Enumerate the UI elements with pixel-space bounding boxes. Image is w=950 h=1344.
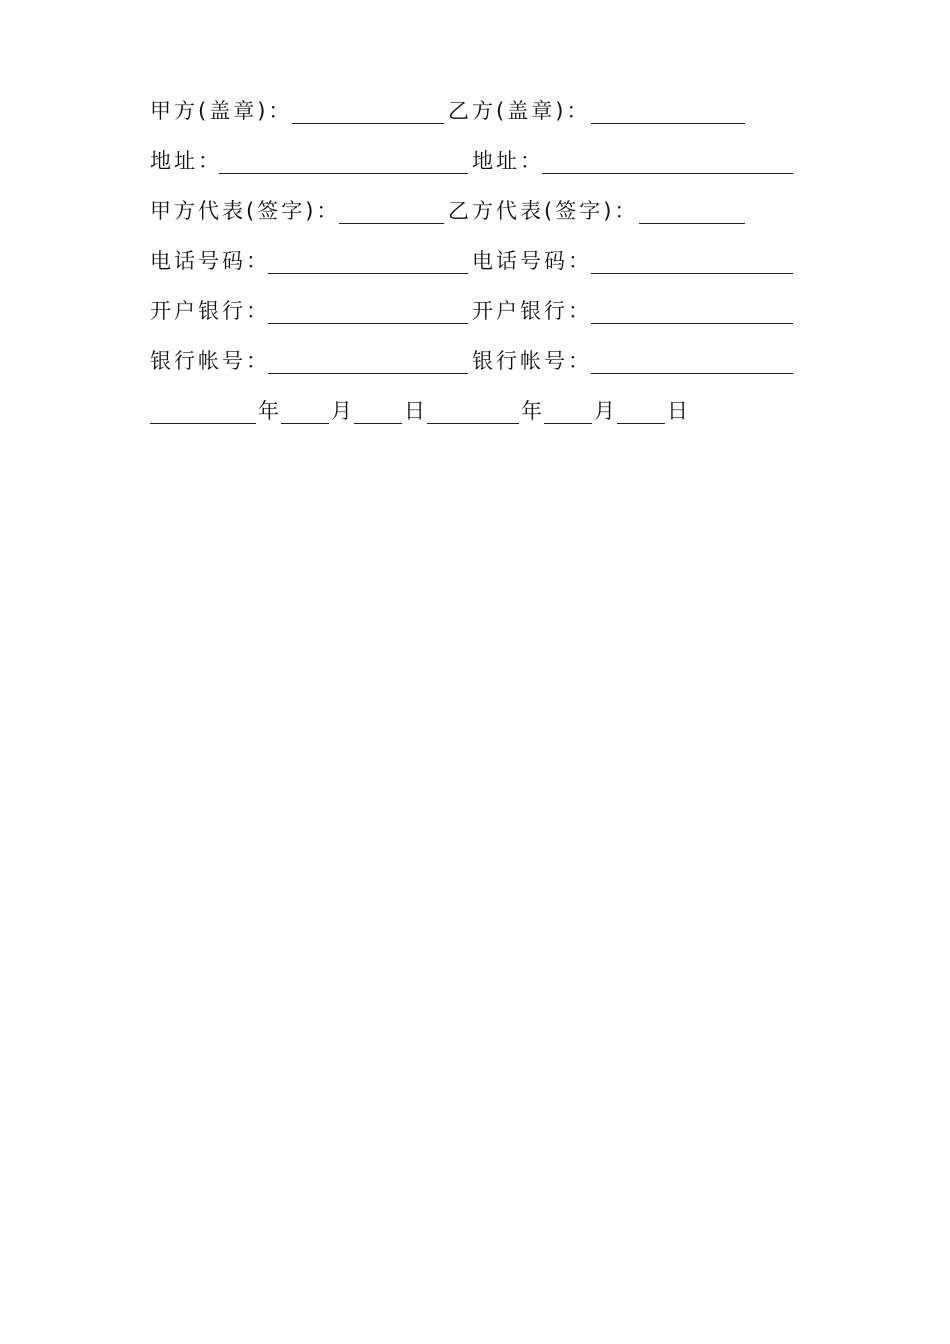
bank-row: [150, 292, 810, 342]
party-a-seal-blank[interactable]: [292, 123, 444, 124]
party-b-bank-label: 开户银行：: [472, 299, 592, 323]
party-b-phone-label: 电话号码：: [472, 249, 592, 273]
seal-row: [150, 92, 810, 142]
party-a-representative-blank[interactable]: [339, 223, 444, 224]
party-b-month-blank[interactable]: [544, 423, 592, 424]
party-a-address-blank[interactable]: [219, 173, 468, 174]
party-a-month-blank[interactable]: [281, 423, 329, 424]
party-a-day-label: 日: [404, 399, 425, 423]
party-b-seal-label: 乙方(盖章)：: [448, 99, 591, 123]
party-b-day-blank[interactable]: [617, 423, 665, 424]
party-a-address-label: 地址：: [150, 149, 222, 173]
party-b-account-label: 银行帐号：: [472, 349, 592, 373]
party-b-representative-blank[interactable]: [639, 223, 745, 224]
party-a-month-label: 月: [331, 399, 352, 423]
signature-block: [150, 92, 810, 442]
party-a-account-blank[interactable]: [268, 373, 468, 374]
party-b-phone-blank[interactable]: [591, 273, 793, 274]
party-b-address-blank[interactable]: [542, 173, 793, 174]
party-a-phone-label: 电话号码：: [150, 249, 270, 273]
date-row: [150, 392, 810, 442]
party-b-month-label: 月: [594, 399, 615, 423]
party-a-account-label: 银行帐号：: [150, 349, 270, 373]
party-a-bank-label: 开户银行：: [150, 299, 270, 323]
party-b-day-label: 日: [667, 399, 688, 423]
party-a-representative-label: 甲方代表(签字)：: [150, 199, 341, 223]
party-b-address-label: 地址：: [472, 149, 544, 173]
account-row: [150, 342, 810, 392]
party-b-year-label: 年: [521, 399, 542, 423]
party-a-phone-blank[interactable]: [268, 273, 468, 274]
party-a-bank-blank[interactable]: [268, 323, 468, 324]
party-a-day-blank[interactable]: [354, 423, 402, 424]
address-row: [150, 142, 810, 192]
representative-row: [150, 192, 810, 242]
party-b-bank-blank[interactable]: [591, 323, 793, 324]
party-b-seal-blank[interactable]: [591, 123, 745, 124]
party-a-year-label: 年: [258, 399, 279, 423]
party-b-account-blank[interactable]: [591, 373, 793, 374]
party-a-year-blank[interactable]: [150, 423, 256, 424]
party-a-seal-label: 甲方(盖章)：: [150, 99, 293, 123]
party-b-year-blank[interactable]: [427, 423, 519, 424]
phone-row: [150, 242, 810, 292]
party-b-representative-label: 乙方代表(签字)：: [448, 199, 639, 223]
